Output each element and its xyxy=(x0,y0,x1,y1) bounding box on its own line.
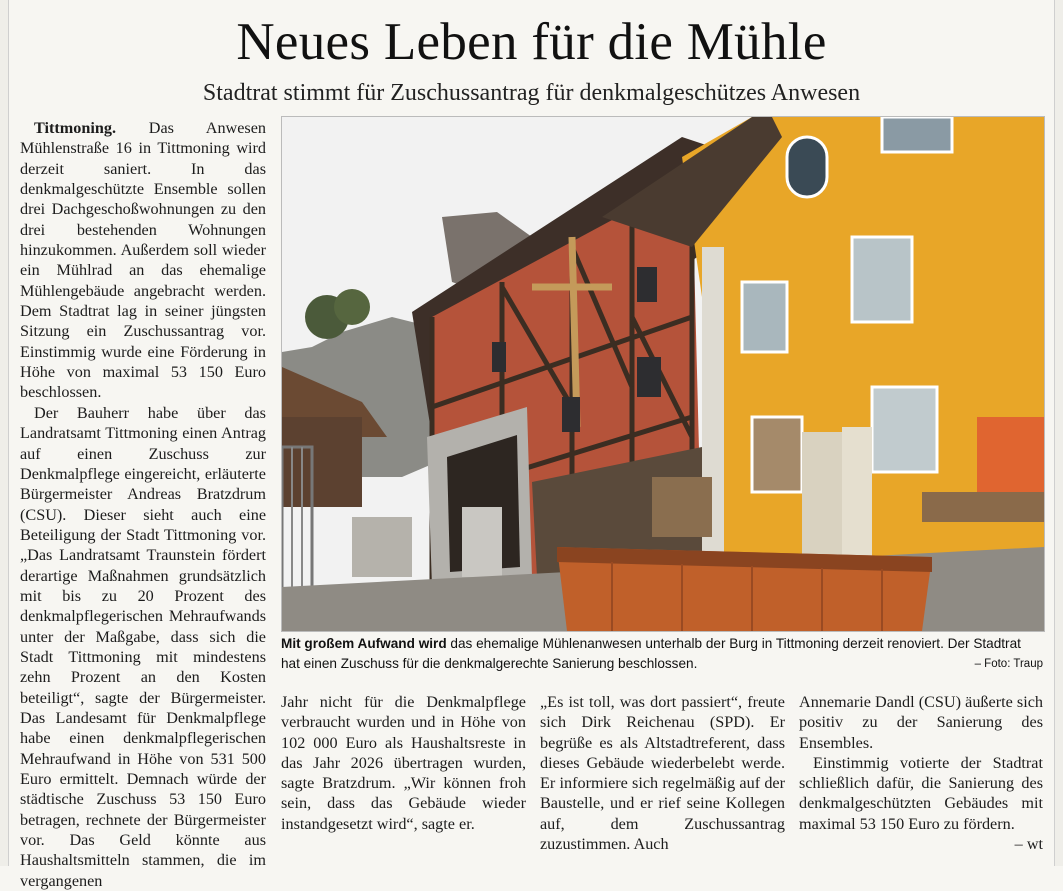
paragraph-1 xyxy=(20,118,266,403)
article-column-4 xyxy=(799,692,1043,854)
column-4-paragraph-2 xyxy=(799,753,1043,854)
photo-caption xyxy=(281,634,1043,674)
caption-lead: Mit großem Aufwand wird xyxy=(281,636,447,651)
dateline: Tittmoning. xyxy=(34,119,117,137)
article-subheadline: Stadtrat stimmt für Zuschussantrag für denkmalgeschützes Anwesen xyxy=(202,80,861,106)
paragraph-2: Der Bauherr habe über das Landratsamt Tittmoning einen Antrag auf einen Zuschuss zur Denkmalpflege eingereicht, erläuterte Bürgermeister Andreas Bratzdrum (CSU). Dieser sieht auch eine Beteiligung der Stadt Tittmoning vor. „Das Landratsamt Traunstein fördert derartige Maßnahmen grundsätzlich mit bis zu 20 Prozent des denkmalpflegerischen Mehraufwands unter der Maßgabe, dass sich die Stadt Tittmoning mit mindestens zehn Prozent an den Kosten beteiligt“, sagte der Bürgermeister. Das Landesamt für Denkmalpflege habe einen denkmalpflegerischen Mehraufwand in Höhe von 531 500 Euro ermittelt. Demnach würde der städtische Zuschuss 53 150 Euro betragen, rechnete der Bürgermeister vor. Das Geld könnte aus Haushaltsmitteln stammen, die im vergangenen xyxy=(20,403,266,890)
caption-text: das ehemalige Mühlenanwesen unterhalb der Burg in Tittmoning derzeit renoviert. Der Stadtrat hat einen Zuschuss für die denkmalgerechte Sanierung beschlossen. xyxy=(281,636,1021,671)
article-headline: Neues Leben für die Mühle xyxy=(236,13,827,71)
paragraph-1-text: Das Anwesen Mühlenstraße 16 in Tittmoning wird derzeit saniert. In das denkmalgeschützte Ensemble sollen drei Dachgeschoßwohnungen zu den drei bestehenden Wohnungen hinzukommen. Außerdem soll wieder ein Mühlrad an das ehemalige Mühlengebäude angebracht werden. Dem Stadtrat lag in seiner jüngsten Sitzung ein Zuschussantrag vor. Einstimmig wurde eine Förderung in Höhe von maximal 53 150 Euro beschlossen. xyxy=(20,119,266,402)
column-4-paragraph-2-text: Einstimmig votierte der Stadtrat schließlich dafür, die Sanierung des denkmalgeschützten Gebäudes mit maximal 53 150 Euro zu fördern. xyxy=(799,753,1043,833)
article-photo-mill xyxy=(281,116,1045,632)
photo-credit: – Foto: Traup xyxy=(974,658,1043,670)
column-2-text: Jahr nicht für die Denkmalpflege verbraucht wurden und in Höhe von 102 000 Euro als Haushaltsreste in das Jahr 2026 übertragen wurden, sagte Bratzdrum. „Wir können froh sein, dass das Gebäude wieder instandgesetzt wird“, sagte er. xyxy=(281,693,526,833)
adjacent-page-edge-right xyxy=(1054,0,1063,866)
article-column-3 xyxy=(540,692,785,854)
adjacent-page-edge-left xyxy=(0,0,9,866)
column-3-text: „Es ist toll, was dort passiert“, freute sich Dirk Reichenau (SPD). Er begrüße es als Altstadtreferent, dass dieses Gebäude wiederbelebt werde. Er informiere sich regelmäßig auf der Baustelle, und er rief seine Kollegen auf, dem Zuschussantrag zuzustimmen. Auch xyxy=(540,693,785,854)
column-4-paragraph-1: Annemarie Dandl (CSU) äußerte sich positiv zu der Sanierung des Ensembles. xyxy=(799,693,1043,752)
article-column-1 xyxy=(20,118,266,891)
author-signature: – wt xyxy=(1014,835,1043,854)
article-column-2 xyxy=(281,692,526,834)
